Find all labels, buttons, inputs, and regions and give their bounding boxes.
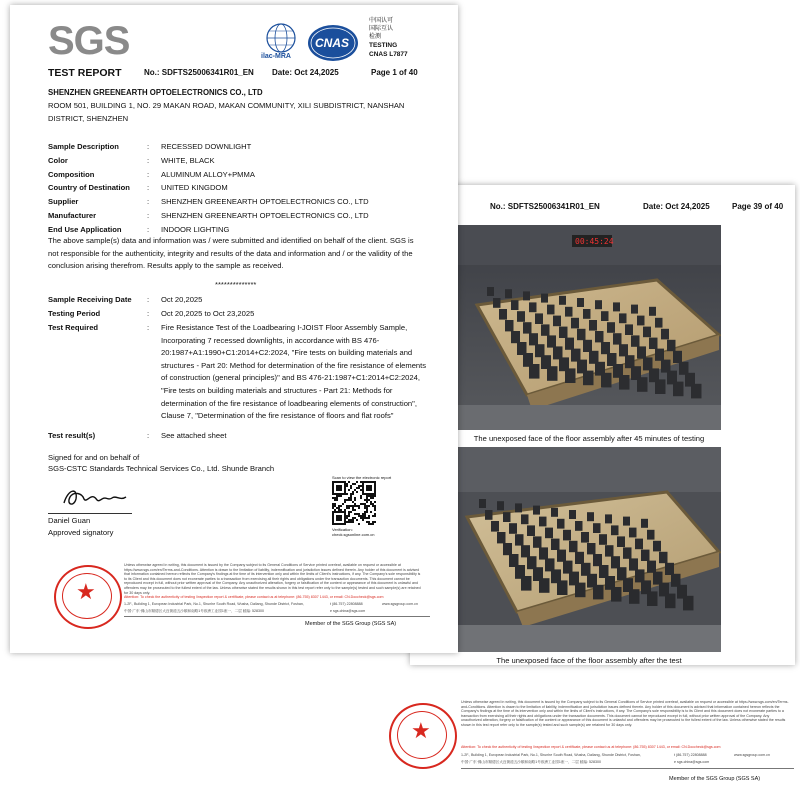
- load-block: [611, 525, 619, 535]
- load-block: [643, 327, 651, 338]
- load-block: [539, 547, 548, 559]
- photo-caption-45min: The unexposed face of the floor assembly after 45 minutes of testing: [473, 434, 705, 443]
- load-block: [601, 373, 612, 388]
- load-block: [523, 291, 530, 300]
- field-label: Composition: [48, 169, 95, 179]
- load-block: [631, 335, 640, 346]
- footer-telephone: t (86-757) 22808888: [674, 753, 707, 757]
- signatory-name: Daniel Guan: [48, 516, 91, 525]
- bottom-footer-strip: [384, 695, 800, 795]
- load-block: [665, 563, 674, 575]
- load-block: [529, 364, 540, 379]
- load-block: [539, 578, 550, 593]
- colon: :: [147, 155, 150, 165]
- testing-period-label: Testing Period: [48, 309, 101, 318]
- load-block: [661, 329, 669, 340]
- load-block: [547, 366, 558, 381]
- load-block: [521, 514, 529, 524]
- load-block: [503, 543, 512, 555]
- load-block: [557, 550, 566, 562]
- load-block: [637, 316, 645, 326]
- load-block: [529, 333, 538, 345]
- client-address-line-2: DISTRICT, SHENZHEN: [48, 114, 129, 123]
- footer-address-en: 1-2F., Building 1, European Industrial Park, No.1, Shunhe South Road, Wusha, Daliang, Shunde District, Foshan,: [461, 753, 641, 757]
- field-label: Supplier: [48, 197, 79, 207]
- load-block: [673, 382, 684, 397]
- report-number: No.: SDFTS25006341R01_EN: [144, 68, 254, 77]
- load-block: [601, 311, 609, 321]
- seal-star-icon: ★: [411, 718, 431, 743]
- field-label: Country of Destination: [48, 183, 130, 193]
- load-block: [523, 322, 532, 333]
- load-block: [587, 512, 594, 521]
- page-number: Page 39 of 40: [732, 202, 784, 211]
- load-block: [607, 322, 615, 333]
- client-address-line-1: ROOM 501, BUILDING 1, NO. 29 MAKAN ROAD, MAKAN COMMUNITY, XILI SUBDISTRICT, NANSHAN: [48, 101, 405, 110]
- qr-caption-verification: Verification:: [332, 527, 353, 532]
- footer-email: e sgs.china@sgs.com: [674, 760, 710, 764]
- load-block: [487, 287, 494, 296]
- load-block: [587, 543, 596, 554]
- load-block: [683, 596, 694, 611]
- load-block: [559, 296, 566, 305]
- load-block: [629, 558, 638, 570]
- client-company: SHENZHEN GREENEARTH OPTOELECTRONICS CO., LTD: [48, 88, 263, 97]
- load-block: [623, 547, 632, 558]
- seal-star-icon: ★: [76, 579, 96, 604]
- load-block: [583, 309, 591, 319]
- load-block: [553, 316, 561, 327]
- test-required-line: 20:1987+A1:1990+C1:2014+C2:2024, "Fire tests on building materials and: [161, 348, 413, 358]
- load-block: [647, 530, 655, 540]
- field-value: SHENZHEN GREENEARTH OPTOELECTRONICS CO., LTD: [161, 197, 369, 207]
- load-block: [547, 335, 556, 347]
- load-block: [619, 375, 630, 390]
- colon: :: [147, 142, 150, 151]
- colon: :: [147, 323, 150, 332]
- load-block: [619, 344, 628, 356]
- load-block: [629, 528, 637, 538]
- load-block: [557, 519, 565, 529]
- field-label: Sample Description: [48, 142, 119, 151]
- load-block: [611, 556, 620, 568]
- load-block: [503, 512, 511, 522]
- footer-terms: Unless otherwise agreed in writing, this document is issued by the Company subject to its General Conditions of Service printed overleaf, available on request or accessible at https://www.sgs.com/en/Terms-and-Conditions. Attention is drawn to the limitation of liability, indemnification and jurisdiction issues defined therein. Any holder of this document is advised that information contained hereon reflects the Company's findings at the time of its intervention only and within the limits of Client's instructions, if any. The Company's sole responsibility is to its Client and this document does not exonerate parties to a transaction from exercising all their rights and obligations under the transaction documents. This document cannot be reproduced except in full, without prior written approval of the Company. Any unauthorized alteration, forgery or falsification of the content or appearance of this document is unlawful and offenders may be prosecuted to the fullest extent of the law. Unless otherwise stated the results shown in this test report refer only to the sample(s) tested and such sample(s) are retained for 30 days only.: [124, 563, 421, 595]
- load-block: [649, 307, 656, 316]
- footer-website: www.sgsgroup.com.cn: [734, 753, 770, 757]
- load-block: [647, 591, 658, 606]
- footer-address-en: 1-2F., Building 1, European Industrial Park, No.1, Shunhe South Road, Wusha, Daliang, Shunde District, Foshan,: [124, 602, 304, 606]
- load-block: [515, 503, 522, 512]
- disclaimer-line-2: not responsible for the authenticity, integrity and results of the data and information and / or the validity of the: [48, 248, 413, 258]
- colon: :: [147, 431, 150, 440]
- signed-line-2: SGS-CSTC Standards Technical Services Co., Ltd. Shunde Branch: [48, 464, 275, 473]
- signed-line-1: Signed for and on behalf of: [48, 453, 140, 462]
- qr-caption-url: check.sgsonline.com.cn: [332, 532, 375, 537]
- load-block: [577, 329, 586, 340]
- colon: :: [147, 183, 150, 193]
- disclaimer-line-1: The above sample(s) data and information was / were submitted and identified on behalf of the client. SGS is: [48, 236, 414, 245]
- photo-caption-after-test: The unexposed face of the floor assembly after the test: [496, 656, 682, 665]
- colon: :: [147, 224, 150, 234]
- floor-photo-1: [457, 225, 721, 430]
- load-block: [583, 371, 594, 386]
- test-required-line: determination of the fire resistance of loadbearing elements of construction",: [161, 398, 417, 408]
- load-block: [611, 587, 622, 602]
- load-block: [673, 351, 682, 363]
- load-block: [515, 534, 524, 545]
- load-block: [569, 510, 576, 519]
- load-block: [583, 340, 592, 352]
- load-block: [613, 302, 620, 311]
- load-block: [641, 550, 650, 561]
- load-block: [571, 318, 579, 329]
- load-block: [541, 294, 548, 303]
- load-block: [485, 510, 493, 520]
- load-block: [595, 300, 602, 309]
- test-clock-display: 00:45:24: [575, 237, 614, 246]
- load-block: [545, 528, 553, 539]
- cn-cert-line-3: 检测: [369, 34, 382, 40]
- cnas-number: CNAS L7877: [369, 51, 408, 58]
- load-block: [601, 342, 610, 354]
- load-block: [635, 539, 643, 550]
- load-block: [653, 541, 661, 552]
- floor-assembly-photo-45min: [457, 225, 721, 430]
- footer-telephone: t (86-757) 22808888: [330, 602, 363, 606]
- colon: :: [147, 211, 150, 220]
- load-block: [655, 349, 664, 361]
- load-block: [521, 545, 530, 557]
- field-label: Manufacturer: [48, 211, 97, 220]
- field-value: WHITE, BLACK: [161, 155, 215, 165]
- load-block: [547, 305, 555, 315]
- colon: :: [147, 295, 150, 304]
- load-block: [575, 552, 584, 564]
- load-block: [647, 561, 656, 573]
- load-block: [565, 307, 573, 317]
- load-block: [533, 536, 542, 547]
- cn-cert-line-2: 国际互认: [369, 26, 394, 32]
- test-required-line: "Fire tests on building materials and structures - Part 21: Methods for: [161, 386, 393, 395]
- load-block: [497, 501, 504, 510]
- qr-code-icon: [332, 481, 376, 525]
- load-block: [497, 532, 506, 543]
- load-block: [623, 517, 630, 526]
- company-seal-stamp: [389, 703, 457, 769]
- field-value: RECESSED DOWNLIGHT: [161, 142, 252, 151]
- load-block: [691, 384, 702, 399]
- ilac-mra-logo: [260, 21, 302, 63]
- load-block: [569, 541, 578, 552]
- signature-line: [48, 513, 132, 514]
- load-block: [577, 298, 584, 307]
- floor-photo-2: [457, 447, 721, 652]
- load-block: [511, 331, 520, 343]
- cnas-logo: [307, 23, 359, 63]
- footer-email: e sgs.china@sgs.com: [330, 609, 366, 613]
- load-block: [539, 517, 547, 527]
- load-block: [491, 521, 499, 532]
- signature-image: [60, 483, 130, 511]
- load-block: [551, 539, 560, 550]
- disclaimer-line-3: conclusion arising therefrom. Results apply to the sample as received.: [48, 261, 284, 270]
- load-block: [529, 302, 537, 312]
- load-block: [655, 318, 663, 328]
- report-date: Date: Oct 24,2025: [272, 68, 339, 77]
- receiving-date-value: Oct 20,2025: [161, 295, 203, 304]
- test-required-line: Clause 7, "Determination of the fire resistance of floors and flat roofs": [161, 411, 394, 421]
- load-block: [649, 338, 658, 349]
- footer-address-cn: 中国·广东·佛山市顺德区大良街道五沙顺和南路1号欧洲工业园1座一、二层 邮编: 528300: [461, 760, 601, 764]
- field-label: Color: [48, 155, 68, 165]
- footer-terms: Unless otherwise agreed in writing, this document is issued by the Company subject to its General Conditions of Service printed overleaf, available on request or accessible at https://www.sgs.com/en/Terms-and-Conditions. Attention is drawn to the limitation of liability, indemnification and jurisdiction issues defined therein. Any holder of this document is advised that information contained hereon reflects the Company's findings at the time of its intervention only and within the limits of Client's instructions, if any. The Company's sole responsibility is to its Client and this document does not exonerate parties to a transaction from exercising all their rights and obligations under the transaction documents. This document cannot be reproduced except in full, without prior written approval of the Company. Any unauthorized alteration, forgery or falsification of the content or appearance of this document is unlawful and offenders may be prosecuted to the fullest extent of the law. Unless otherwise stated the results shown in this test report refer only to the sample(s) tested and such sample(s) are retained for 30 days only.: [461, 700, 789, 727]
- load-block: [605, 514, 612, 523]
- report-page-1: [10, 5, 458, 653]
- footer-divider: [124, 616, 430, 617]
- company-seal-stamp: [54, 565, 122, 629]
- receiving-date-label: Sample Receiving Date: [48, 295, 132, 304]
- load-block: [593, 523, 601, 533]
- field-label: End Use Application: [48, 224, 122, 234]
- load-block: [479, 499, 486, 508]
- load-block: [629, 589, 640, 604]
- load-block: [517, 311, 525, 322]
- load-block: [565, 368, 576, 383]
- footer-website: www.sgsgroup.com.cn: [382, 602, 418, 606]
- test-result-value: See attached sheet: [161, 431, 227, 440]
- ilac-label: ilac-MRA: [261, 53, 291, 60]
- load-block: [613, 333, 622, 344]
- footer-member: Member of the SGS Group (SGS SA): [305, 621, 397, 627]
- load-block: [631, 305, 638, 314]
- field-value: ALUMINUM ALLOY+PMMA: [161, 169, 255, 179]
- load-block: [589, 320, 597, 331]
- test-required-line: structures - Part 20: Method for determination of the fire resistance of elements: [161, 360, 427, 370]
- cnas-logo-text: CNAS: [315, 36, 350, 50]
- test-required-line: of construction (general principles)" and BS 476-21:1987+C1:2014+C2:2024,: [161, 373, 420, 383]
- load-block: [541, 324, 550, 335]
- load-block: [559, 327, 568, 338]
- report-title: TEST REPORT: [48, 67, 122, 79]
- load-block: [505, 289, 512, 298]
- load-block: [535, 313, 543, 324]
- cn-cert-line-1: 中国认可: [369, 18, 394, 24]
- load-block: [521, 576, 532, 591]
- report-number: No.: SDFTS25006341R01_EN: [490, 202, 600, 211]
- page-number: Page 1 of 40: [371, 68, 418, 77]
- load-block: [665, 594, 676, 609]
- load-block: [493, 298, 501, 308]
- load-block: [593, 585, 604, 600]
- load-block: [595, 331, 604, 342]
- load-block: [575, 583, 586, 598]
- qr-caption-top: Scan to view the electronic report: [332, 475, 392, 480]
- colon: :: [147, 309, 150, 318]
- test-required-line: Fire Resistance Test of the Loadbearing I-JOIST Floor Assembly Sample,: [161, 323, 408, 332]
- load-block: [637, 346, 646, 358]
- load-block: [593, 554, 602, 566]
- sgs-logo: SGS: [48, 19, 130, 63]
- load-block: [511, 300, 519, 310]
- load-block: [619, 313, 627, 323]
- load-block: [599, 534, 607, 545]
- separator-stars: **************: [215, 280, 257, 289]
- testing-label: TESTING: [369, 42, 398, 49]
- load-block: [605, 545, 614, 556]
- footer-attention: Attention: To check the authenticity of testing /inspection report & certificate, please contact us at telephone: (86-755) 8307 1443, or email: CN.Doccheck@sgs.com: [461, 745, 721, 749]
- testing-period-value: Oct 20,2025 to Oct 23,2025: [161, 309, 255, 318]
- load-block: [565, 338, 574, 350]
- load-block: [563, 530, 571, 541]
- field-value: SHENZHEN GREENEARTH OPTOELECTRONICS CO., LTD: [161, 211, 369, 220]
- load-block: [505, 320, 514, 331]
- footer-address-cn: 中国·广东·佛山市顺德区大良街道五沙顺和南路1号欧洲工业园1座一、二层 邮编: 528300: [124, 609, 264, 613]
- load-block: [667, 340, 676, 351]
- test-required-label: Test Required: [48, 323, 99, 332]
- test-result-label: Test result(s): [48, 431, 96, 440]
- qr-code: [332, 481, 376, 525]
- report-date: Date: Oct 24,2025: [643, 202, 710, 211]
- load-block: [499, 309, 507, 320]
- load-block: [509, 523, 517, 534]
- load-block: [527, 525, 535, 536]
- load-block: [533, 506, 540, 515]
- test-required-line: Incorporating 7 recessed downlights, in accordance with BS 476-: [161, 335, 380, 345]
- footer-attention: Attention: To check the authenticity of testing /inspection report & certificate, please contact us at telephone: (86-755) 8307 1443, or email: CN.Doccheck@sgs.com: [124, 595, 384, 599]
- load-block: [617, 536, 625, 547]
- load-block: [641, 519, 648, 528]
- load-block: [557, 580, 568, 595]
- load-block: [637, 377, 648, 392]
- field-value: UNITED KINGDOM: [161, 183, 228, 193]
- footer-member: Member of the SGS Group (SGS SA): [669, 776, 761, 782]
- load-block: [625, 324, 633, 335]
- colon: :: [147, 197, 150, 207]
- floor-assembly-photo-after-test: [457, 447, 721, 652]
- report-page-39: [410, 185, 795, 665]
- load-block: [655, 379, 666, 394]
- load-block: [551, 508, 558, 517]
- colon: :: [147, 169, 150, 179]
- field-value: INDOOR LIGHTING: [161, 224, 230, 234]
- load-block: [581, 532, 589, 543]
- footer-divider: [461, 768, 794, 769]
- load-block: [575, 521, 583, 531]
- signatory-title: Approved signatory: [48, 528, 114, 537]
- load-block: [659, 552, 668, 563]
